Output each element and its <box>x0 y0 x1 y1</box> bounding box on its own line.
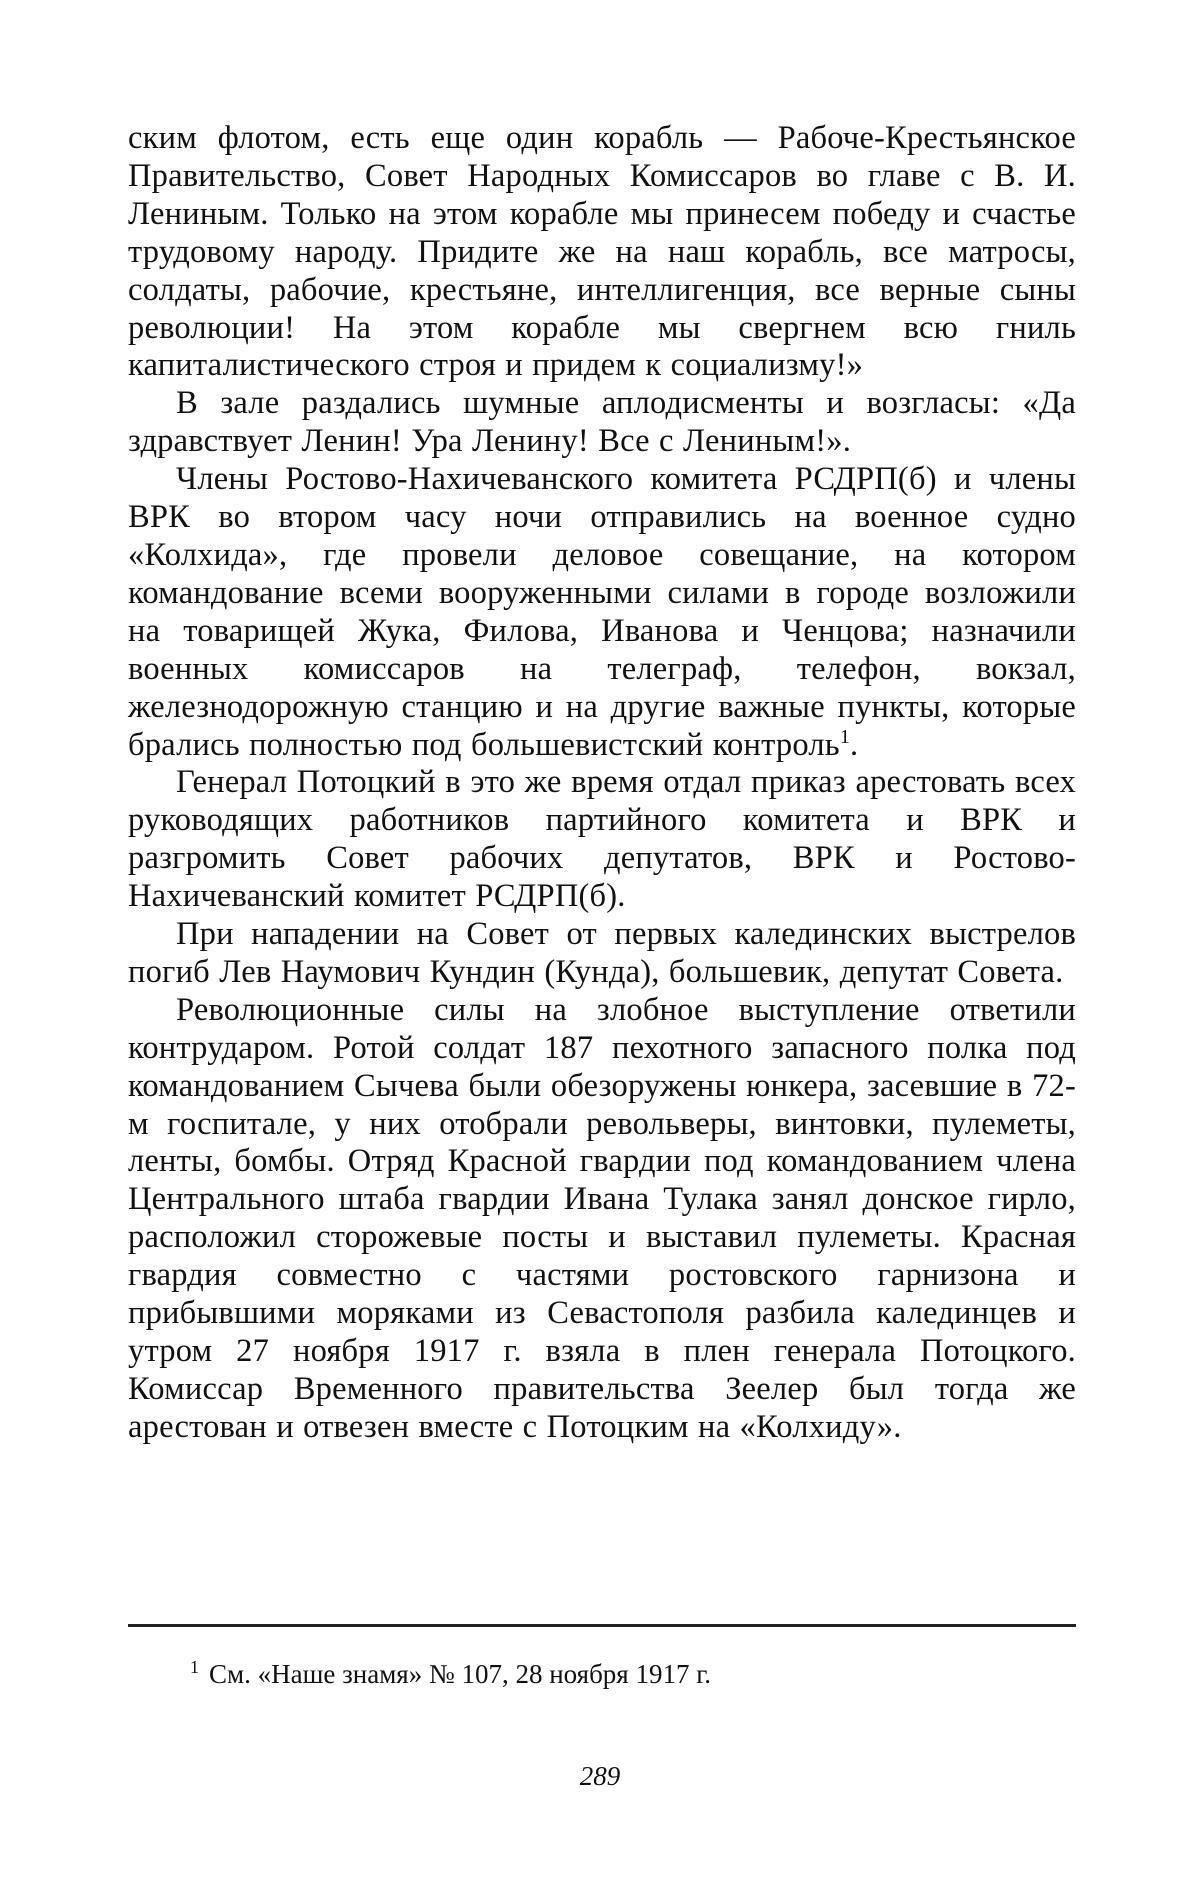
footnote-reference: 1 <box>839 725 851 748</box>
footnote <box>190 1658 1070 1690</box>
paragraph-6: Революционные силы на злобное выступление ответили контрударом. Ротой солдат 187 пехотного запасного полка под командованием Сычева были обезоружены юнкера, засевшие в 72-м госпитале, у них отобрали револьверы, винтовки, пулеметы, ленты, бомбы. Отряд Красной гвардии под командованием члена Центрального штаба гвардии Ивана Тулака занял донское гирло, расположил сторожевые посты и выставил пулеметы. Красная гвардия совместно с частями ростовского гарнизона и прибывшими моряками из Севастополя разбила калединцев и утром 27 ноября 1917 г. взяла в плен генерала Потоцкого. Комиссар Временного правительства Зеелер был тогда же арестован и отвезен вместе с Потоцким на «Колхиду». <box>128 991 1076 1445</box>
paragraph-2: В зале раздались шумные аплодисменты и возгласы: «Да здравствует Ленин! Ура Ленину! Все с Лениным!». <box>128 385 1076 460</box>
footnote-text: См. «Наше знамя» № 107, 28 ноября 1917 г. <box>209 1659 712 1689</box>
page-number: 289 <box>579 1761 621 1791</box>
footnote-mark: 1 <box>190 1657 199 1677</box>
paragraph-3 <box>128 461 1076 764</box>
paragraph-1: ским флотом, есть еще один корабль — Рабоче-Крестьянское Правительство, Совет Народных Комиссаров во главе с В. И. Лениным. Только на этом корабле мы принесем победу и счастье трудовому народу. Придите же на наш корабль, все матросы, солдаты, рабочие, крестьяне, интеллигенция, все верные сыны революции! На этом корабле мы свергнем всю гниль капиталистического строя и придем к социализму!» <box>128 120 1076 384</box>
main-text <box>128 120 1076 1447</box>
footnote-divider <box>128 1624 1076 1627</box>
paragraph-5: При нападении на Совет от первых калединских выстрелов погиб Лев Наумович Кундин (Кунда), большевик, депутат Совета. <box>128 916 1076 990</box>
paragraph-3-tail: . <box>850 726 859 763</box>
paragraph-4: Генерал Потоцкий в это же время отдал приказ арестовать всех руководящих работников партийного комитета и ВРК и разгромить Совет рабочих депутатов, ВРК и Ростово-Нахичеванский комитет РСДРП(б). <box>128 764 1076 915</box>
paragraph-3-text: Члены Ростово-Нахичеванского комитета РСДРП(б) и члены ВРК во втором часу ночи отправились на военное судно «Колхида», где провели деловое совещание, на котором командование всеми вооруженными силами в городе возложили на товарищей Жука, Филова, Иванова и Ченцова; назначили военных комиссаров на телеграф, телефон, вокзал, железнодорожную станцию и на другие важные пункты, которые брались полностью под большевистский контроль <box>128 461 1076 763</box>
